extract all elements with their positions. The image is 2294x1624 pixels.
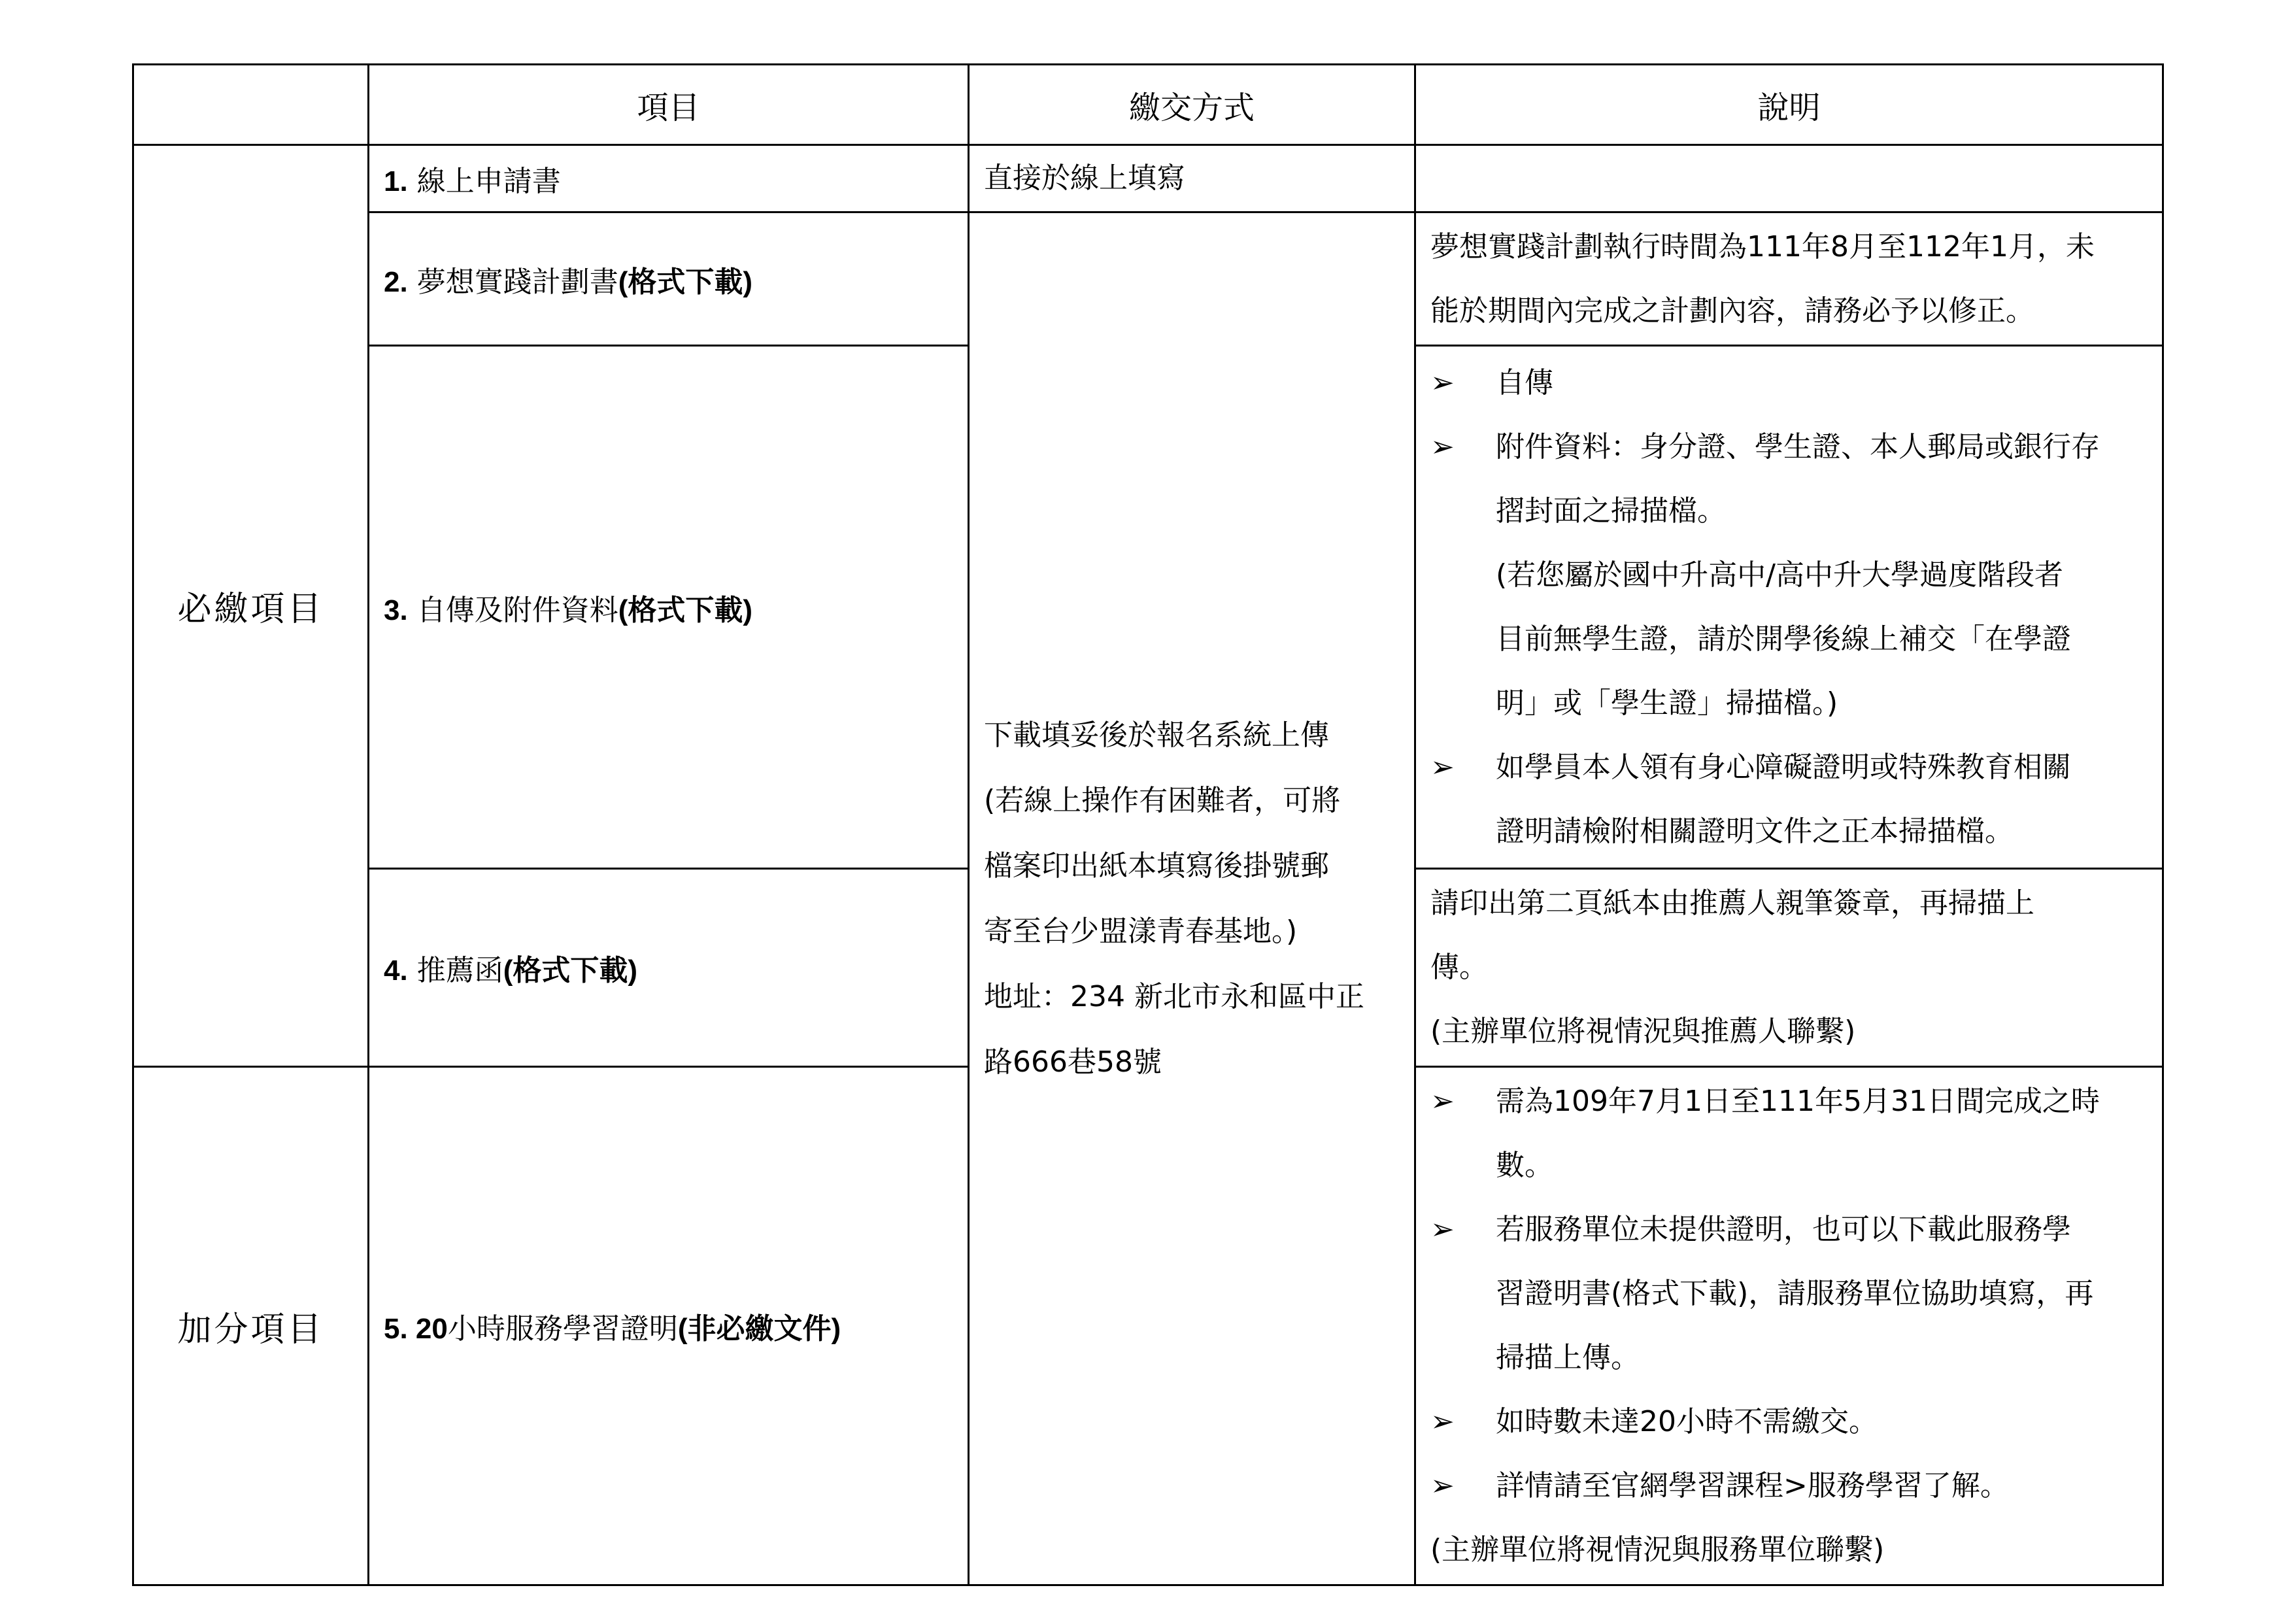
item-label: 推薦函 bbox=[416, 954, 503, 987]
note-plan bbox=[1415, 212, 2163, 346]
note-recommend bbox=[1415, 869, 2163, 1067]
method-line: 下載填妥後於報名系統上傳 bbox=[984, 718, 1329, 752]
bullet-item bbox=[1430, 1390, 2150, 1454]
note-line: 夢想實踐計劃執行時間為111年8月至112年1月，未 bbox=[1430, 229, 2095, 263]
method-line: (若線上操作有困難者，可將 bbox=[984, 783, 1341, 817]
item-suffix: (格式下載) bbox=[503, 955, 638, 987]
note-line: 若服務單位未提供證明，也可以下載此服務學 bbox=[1496, 1213, 2071, 1246]
note-line: (主辦單位將視情況與推薦人聯繫) bbox=[1430, 1015, 1856, 1048]
item-4 bbox=[369, 869, 969, 1067]
note-line: 摺封面之掃描檔。 bbox=[1496, 494, 1726, 528]
header-row bbox=[133, 65, 2163, 145]
method-line: 檔案印出紙本填寫後掛號郵 bbox=[984, 849, 1329, 883]
bullet-text bbox=[1496, 415, 2150, 736]
item-2 bbox=[369, 212, 969, 346]
item-suffix: (格式下載) bbox=[618, 265, 753, 298]
bullet-text bbox=[1496, 736, 2150, 864]
bullet-text: 如時數未達20小時不需繳交。 bbox=[1496, 1405, 1878, 1438]
note-line: 傳。 bbox=[1430, 951, 1488, 984]
note-line: 掃描上傳。 bbox=[1496, 1341, 1640, 1374]
note-autobio bbox=[1415, 346, 2163, 869]
item-label: 夢想實踐計劃書 bbox=[416, 265, 618, 299]
table-row bbox=[133, 145, 2163, 212]
note-line: 目前無學生證，請於開學後線上補交「在學證 bbox=[1496, 622, 2071, 656]
header-item: 項目 bbox=[369, 65, 969, 145]
note-footer: (主辦單位將視情況與服務單位聯繫) bbox=[1430, 1533, 1885, 1566]
item-label: 線上申請書 bbox=[416, 165, 561, 198]
item-number: 1. bbox=[384, 165, 408, 197]
item-number: 2. bbox=[384, 265, 408, 298]
item-label: 小時服務學習證明 bbox=[447, 1312, 678, 1345]
header-description: 說明 bbox=[1415, 65, 2163, 145]
item-3 bbox=[369, 346, 969, 869]
note-line: 附件資料：身分證、學生證、本人郵局或銀行存 bbox=[1496, 430, 2100, 464]
bullet-item bbox=[1430, 1070, 2150, 1198]
method-upload bbox=[969, 212, 1415, 1585]
bullet-item bbox=[1430, 415, 2150, 736]
header-method: 繳交方式 bbox=[969, 65, 1415, 145]
arrow-bullet-icon: ➢ bbox=[1430, 1405, 1455, 1438]
bullet-item bbox=[1430, 1454, 2150, 1518]
header-blank bbox=[133, 65, 369, 145]
item-number: 3. bbox=[384, 594, 408, 626]
note-line: 證明請檢附相關證明文件之正本掃描檔。 bbox=[1496, 814, 2014, 848]
table-row bbox=[133, 212, 2163, 346]
arrow-bullet-icon: ➢ bbox=[1430, 1213, 1455, 1246]
category-required: 必繳項目 bbox=[133, 145, 369, 1067]
method-line: 路666巷58號 bbox=[984, 1045, 1162, 1079]
item-number: 4. bbox=[384, 955, 408, 987]
item-1 bbox=[369, 145, 969, 212]
note-line: 明」或「學生證」掃描檔。) bbox=[1496, 686, 1838, 720]
arrow-bullet-icon: ➢ bbox=[1430, 1469, 1455, 1502]
category-bonus: 加分項目 bbox=[133, 1067, 369, 1585]
bullet-item bbox=[1430, 1198, 2150, 1390]
method-line: 地址：234 新北市永和區中正 bbox=[984, 979, 1364, 1013]
note-service bbox=[1415, 1067, 2163, 1585]
note-line: 習證明書(格式下載)，請服務單位協助填寫，再 bbox=[1496, 1277, 2094, 1310]
bullet-text bbox=[1496, 1198, 2150, 1390]
note-line: 能於期間內完成之計劃內容，請務必予以修正。 bbox=[1430, 294, 2034, 328]
item-number: 5. 20 bbox=[384, 1313, 448, 1345]
note-empty bbox=[1415, 145, 2163, 212]
requirements-table bbox=[132, 63, 2164, 1586]
arrow-bullet-icon: ➢ bbox=[1430, 430, 1455, 464]
item-label: 自傳及附件資料 bbox=[416, 593, 618, 627]
note-line: 數。 bbox=[1496, 1149, 1553, 1182]
arrow-bullet-icon: ➢ bbox=[1430, 750, 1455, 784]
bullet-text: 自傳 bbox=[1496, 365, 1553, 399]
item-suffix: (格式下載) bbox=[618, 594, 753, 626]
item-5 bbox=[369, 1067, 969, 1585]
bullet-item bbox=[1430, 351, 2150, 415]
method-line: 寄至台少盟漾青春基地。) bbox=[984, 914, 1298, 948]
note-line: 需為109年7月1日至111年5月31日間完成之時 bbox=[1496, 1085, 2100, 1118]
bullet-item bbox=[1430, 736, 2150, 864]
arrow-bullet-icon: ➢ bbox=[1430, 365, 1455, 399]
method-online: 直接於線上填寫 bbox=[969, 145, 1415, 212]
arrow-bullet-icon: ➢ bbox=[1430, 1085, 1455, 1118]
bullet-text bbox=[1496, 1070, 2150, 1198]
note-line: 如學員本人領有身心障礙證明或特殊教育相關 bbox=[1496, 750, 2071, 784]
bullet-text: 詳情請至官網學習課程>服務學習了解。 bbox=[1496, 1469, 2009, 1502]
note-line: 請印出第二頁紙本由推薦人親筆簽章，再掃描上 bbox=[1430, 887, 2034, 920]
item-suffix: (非必繳文件) bbox=[677, 1313, 841, 1345]
note-line: (若您屬於國中升高中/高中升大學過度階段者 bbox=[1496, 558, 2063, 592]
